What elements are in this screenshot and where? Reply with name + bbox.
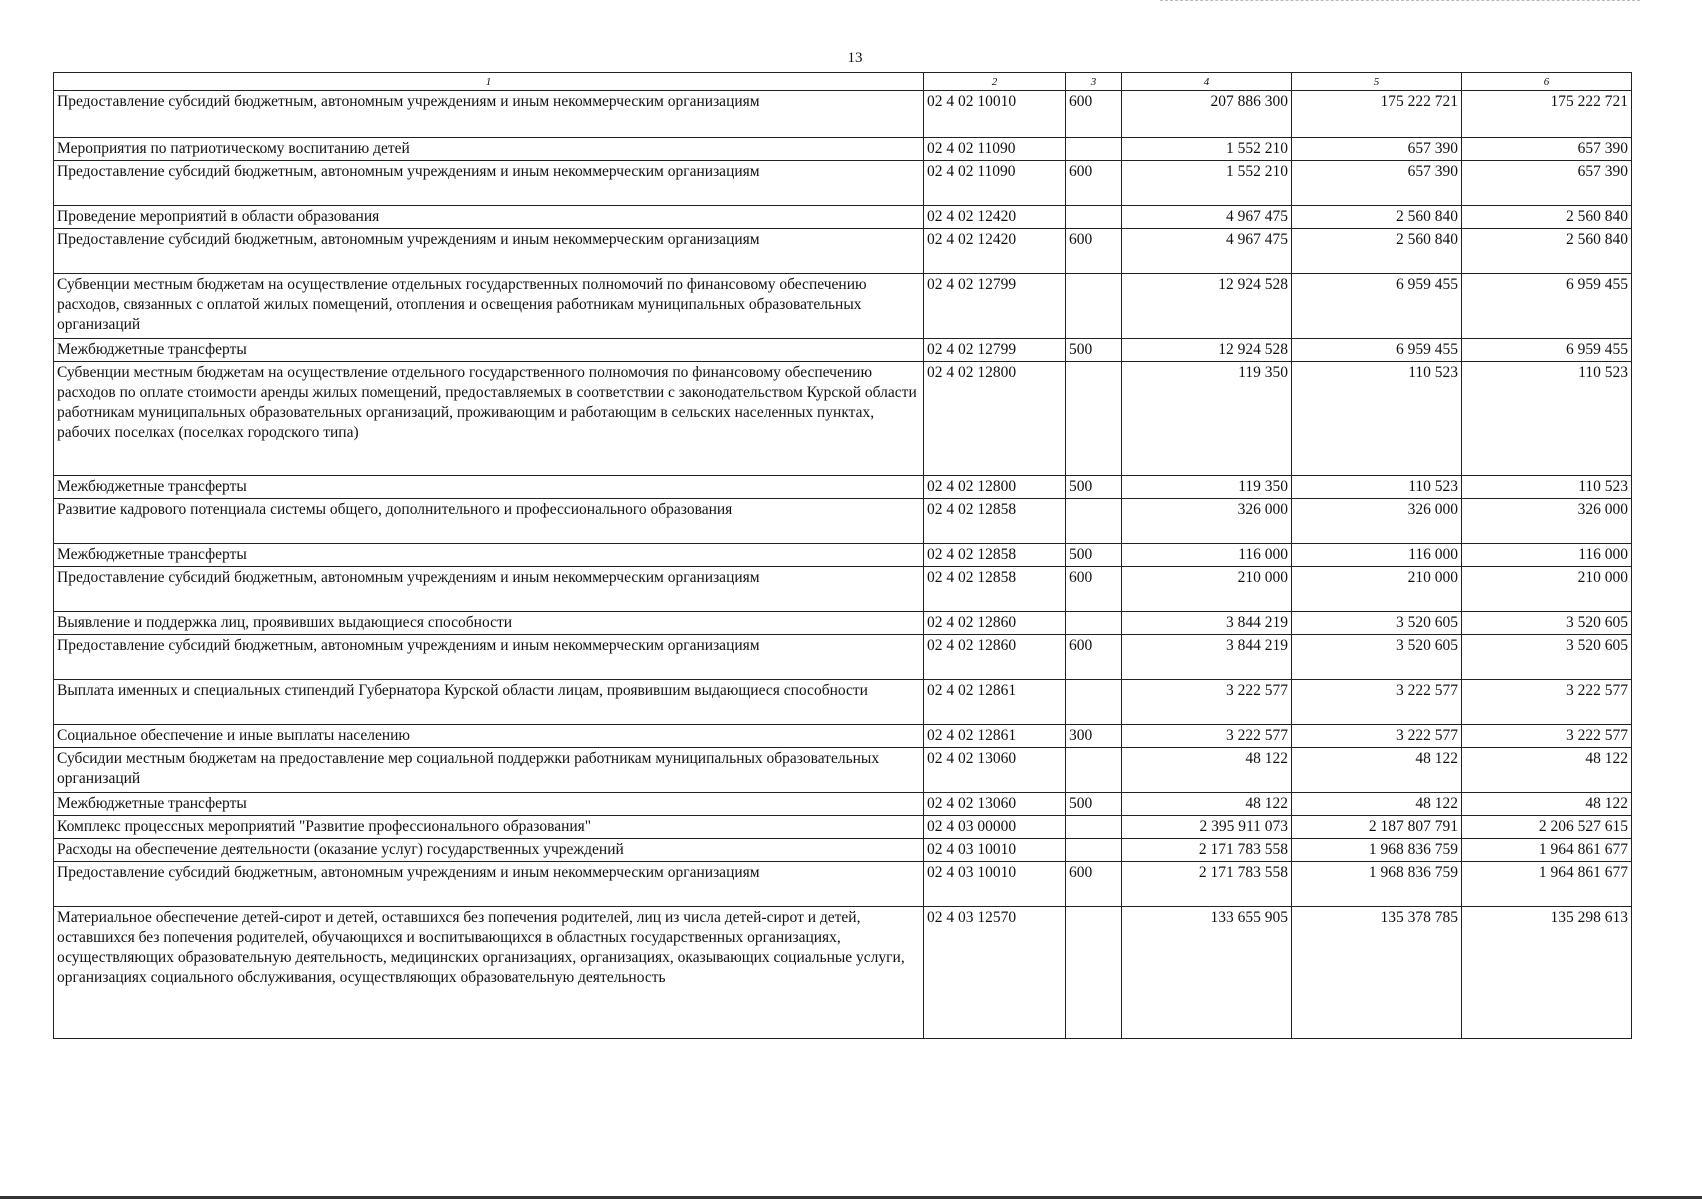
row-name-cell: Предоставление субсидий бюджетным, автономным учреждениям и иным некоммерческим организациям <box>54 91 924 138</box>
row-expense-type-cell <box>1066 274 1122 339</box>
row-name-cell: Материальное обеспечение детей-сирот и детей, оставшихся без попечения родителей, лиц из числа детей-сирот и детей, оставшихся без попечения родителей, обучающихся и воспитывающихся в областных государственных организациях, осуществляющих образовательную деятельность, медицинских организациях, организациях, оказывающих социальные услуги, организациях социального обслуживания, осуществляющих образовательную деятельность <box>54 907 924 1039</box>
table-row <box>54 612 1632 635</box>
header-col-1: 1 <box>54 73 924 91</box>
row-name-cell: Межбюджетные трансферты <box>54 476 924 499</box>
table-row <box>54 91 1632 138</box>
row-code-cell: 02 4 02 12861 <box>924 725 1066 748</box>
row-value-col6-cell: 3 520 605 <box>1462 635 1632 680</box>
row-value-col4-cell: 1 552 210 <box>1122 161 1292 206</box>
row-value-col5-cell: 657 390 <box>1292 161 1462 206</box>
header-row <box>54 73 1632 91</box>
row-name-cell: Предоставление субсидий бюджетным, автономным учреждениям и иным некоммерческим организациям <box>54 161 924 206</box>
row-name-cell: Межбюджетные трансферты <box>54 544 924 567</box>
row-name-cell: Расходы на обеспечение деятельности (оказание услуг) государственных учреждений <box>54 839 924 862</box>
row-code-cell: 02 4 02 12861 <box>924 680 1066 725</box>
table-row <box>54 862 1632 907</box>
row-value-col6-cell: 116 000 <box>1462 544 1632 567</box>
row-expense-type-cell: 600 <box>1066 91 1122 138</box>
row-name-cell: Выплата именных и специальных стипендий Губернатора Курской области лицам, проявившим выдающиеся способности <box>54 680 924 725</box>
row-value-col5-cell: 2 560 840 <box>1292 229 1462 274</box>
row-value-col5-cell: 326 000 <box>1292 499 1462 544</box>
table-row <box>54 339 1632 362</box>
row-value-col6-cell: 48 122 <box>1462 793 1632 816</box>
row-value-col5-cell: 210 000 <box>1292 567 1462 612</box>
row-expense-type-cell: 600 <box>1066 161 1122 206</box>
row-value-col5-cell: 3 222 577 <box>1292 680 1462 725</box>
row-expense-type-cell <box>1066 839 1122 862</box>
row-name-cell: Выявление и поддержка лиц, проявивших выдающиеся способности <box>54 612 924 635</box>
row-expense-type-cell <box>1066 907 1122 1039</box>
row-value-col5-cell: 1 968 836 759 <box>1292 862 1462 907</box>
row-value-col4-cell: 4 967 475 <box>1122 206 1292 229</box>
row-expense-type-cell <box>1066 816 1122 839</box>
row-expense-type-cell: 500 <box>1066 339 1122 362</box>
row-value-col5-cell: 48 122 <box>1292 793 1462 816</box>
table-row <box>54 499 1632 544</box>
row-value-col4-cell: 119 350 <box>1122 362 1292 476</box>
table-row <box>54 229 1632 274</box>
row-value-col6-cell: 1 964 861 677 <box>1462 839 1632 862</box>
row-value-col5-cell: 3 520 605 <box>1292 612 1462 635</box>
row-code-cell: 02 4 02 12800 <box>924 476 1066 499</box>
header-col-2: 2 <box>924 73 1066 91</box>
row-value-col4-cell: 4 967 475 <box>1122 229 1292 274</box>
row-expense-type-cell <box>1066 748 1122 793</box>
table-row <box>54 161 1632 206</box>
row-code-cell: 02 4 02 12860 <box>924 635 1066 680</box>
scan-bottom-edge <box>0 1196 1702 1199</box>
header-col-5: 5 <box>1292 73 1462 91</box>
row-expense-type-cell <box>1066 206 1122 229</box>
row-expense-type-cell <box>1066 680 1122 725</box>
table-row <box>54 138 1632 161</box>
row-value-col5-cell: 110 523 <box>1292 476 1462 499</box>
row-expense-type-cell: 600 <box>1066 229 1122 274</box>
row-value-col5-cell: 135 378 785 <box>1292 907 1462 1039</box>
row-code-cell: 02 4 02 11090 <box>924 161 1066 206</box>
row-name-cell: Предоставление субсидий бюджетным, автономным учреждениям и иным некоммерческим организациям <box>54 229 924 274</box>
row-code-cell: 02 4 02 12799 <box>924 274 1066 339</box>
row-name-cell: Предоставление субсидий бюджетным, автономным учреждениям и иным некоммерческим организациям <box>54 567 924 612</box>
row-value-col6-cell: 657 390 <box>1462 161 1632 206</box>
row-expense-type-cell <box>1066 138 1122 161</box>
row-name-cell: Предоставление субсидий бюджетным, автономным учреждениям и иным некоммерческим организациям <box>54 862 924 907</box>
table-row <box>54 476 1632 499</box>
row-code-cell: 02 4 03 10010 <box>924 862 1066 907</box>
table-row <box>54 839 1632 862</box>
row-name-cell: Предоставление субсидий бюджетным, автономным учреждениям и иным некоммерческим организациям <box>54 635 924 680</box>
row-expense-type-cell: 500 <box>1066 793 1122 816</box>
row-value-col5-cell: 2 560 840 <box>1292 206 1462 229</box>
row-value-col5-cell: 3 222 577 <box>1292 725 1462 748</box>
row-value-col4-cell: 12 924 528 <box>1122 339 1292 362</box>
table-row <box>54 816 1632 839</box>
row-name-cell: Проведение мероприятий в области образования <box>54 206 924 229</box>
row-value-col6-cell: 2 560 840 <box>1462 229 1632 274</box>
row-name-cell: Комплекс процессных мероприятий "Развитие профессионального образования" <box>54 816 924 839</box>
row-value-col4-cell: 119 350 <box>1122 476 1292 499</box>
row-value-col6-cell: 1 964 861 677 <box>1462 862 1632 907</box>
row-value-col5-cell: 116 000 <box>1292 544 1462 567</box>
row-name-cell: Межбюджетные трансферты <box>54 339 924 362</box>
table-body <box>54 91 1632 1039</box>
row-code-cell: 02 4 02 12800 <box>924 362 1066 476</box>
row-value-col4-cell: 3 844 219 <box>1122 612 1292 635</box>
row-value-col5-cell: 6 959 455 <box>1292 274 1462 339</box>
row-value-col4-cell: 12 924 528 <box>1122 274 1292 339</box>
row-value-col6-cell: 110 523 <box>1462 362 1632 476</box>
row-value-col4-cell: 133 655 905 <box>1122 907 1292 1039</box>
row-code-cell: 02 4 02 12420 <box>924 206 1066 229</box>
row-value-col6-cell: 135 298 613 <box>1462 907 1632 1039</box>
row-name-cell: Мероприятия по патриотическому воспитанию детей <box>54 138 924 161</box>
scan-edge-line <box>1160 0 1640 2</box>
row-code-cell: 02 4 02 10010 <box>924 91 1066 138</box>
row-value-col5-cell: 657 390 <box>1292 138 1462 161</box>
row-value-col5-cell: 6 959 455 <box>1292 339 1462 362</box>
header-col-3: 3 <box>1066 73 1122 91</box>
row-code-cell: 02 4 02 11090 <box>924 138 1066 161</box>
row-value-col5-cell: 110 523 <box>1292 362 1462 476</box>
row-expense-type-cell: 500 <box>1066 476 1122 499</box>
row-value-col4-cell: 48 122 <box>1122 748 1292 793</box>
table-row <box>54 725 1632 748</box>
page-number: 13 <box>847 50 863 66</box>
row-value-col5-cell: 3 520 605 <box>1292 635 1462 680</box>
header-col-4: 4 <box>1122 73 1292 91</box>
table-row <box>54 680 1632 725</box>
row-value-col4-cell: 2 171 783 558 <box>1122 862 1292 907</box>
row-value-col6-cell: 210 000 <box>1462 567 1632 612</box>
row-name-cell: Межбюджетные трансферты <box>54 793 924 816</box>
table-row <box>54 907 1632 1039</box>
row-value-col4-cell: 3 222 577 <box>1122 680 1292 725</box>
row-value-col4-cell: 1 552 210 <box>1122 138 1292 161</box>
row-code-cell: 02 4 03 12570 <box>924 907 1066 1039</box>
row-expense-type-cell: 600 <box>1066 862 1122 907</box>
table-row <box>54 748 1632 793</box>
row-code-cell: 02 4 03 10010 <box>924 839 1066 862</box>
row-value-col6-cell: 6 959 455 <box>1462 274 1632 339</box>
row-value-col6-cell: 3 222 577 <box>1462 725 1632 748</box>
table-row <box>54 362 1632 476</box>
row-code-cell: 02 4 02 12858 <box>924 544 1066 567</box>
row-expense-type-cell: 600 <box>1066 635 1122 680</box>
row-value-col4-cell: 116 000 <box>1122 544 1292 567</box>
row-value-col4-cell: 3 844 219 <box>1122 635 1292 680</box>
row-value-col4-cell: 2 395 911 073 <box>1122 816 1292 839</box>
row-expense-type-cell: 500 <box>1066 544 1122 567</box>
row-value-col4-cell: 48 122 <box>1122 793 1292 816</box>
row-value-col6-cell: 2 560 840 <box>1462 206 1632 229</box>
row-code-cell: 02 4 02 12799 <box>924 339 1066 362</box>
row-name-cell: Развитие кадрового потенциала системы общего, дополнительного и профессионального образования <box>54 499 924 544</box>
row-value-col5-cell: 175 222 721 <box>1292 91 1462 138</box>
row-value-col6-cell: 2 206 527 615 <box>1462 816 1632 839</box>
table-row <box>54 635 1632 680</box>
row-value-col5-cell: 1 968 836 759 <box>1292 839 1462 862</box>
row-code-cell: 02 4 02 12858 <box>924 499 1066 544</box>
row-value-col6-cell: 326 000 <box>1462 499 1632 544</box>
row-code-cell: 02 4 02 12420 <box>924 229 1066 274</box>
row-expense-type-cell: 600 <box>1066 567 1122 612</box>
row-name-cell: Субвенции местным бюджетам на осуществление отдельного государственного полномочия по финансовому обеспечению расходов по оплате стоимости аренды жилых помещений, предоставляемых в соответствии с законодательством Курской области работникам муниципальных образовательных организаций, проживающим и работающим в сельских населенных пунктах, рабочих поселках (поселках городского типа) <box>54 362 924 476</box>
row-value-col6-cell: 6 959 455 <box>1462 339 1632 362</box>
row-value-col4-cell: 207 886 300 <box>1122 91 1292 138</box>
row-value-col4-cell: 2 171 783 558 <box>1122 839 1292 862</box>
row-value-col6-cell: 657 390 <box>1462 138 1632 161</box>
row-name-cell: Субсидии местным бюджетам на предоставление мер социальной поддержки работникам муниципальных образовательных организаций <box>54 748 924 793</box>
budget-table <box>53 72 1632 1039</box>
table-row <box>54 544 1632 567</box>
row-expense-type-cell <box>1066 362 1122 476</box>
row-expense-type-cell: 300 <box>1066 725 1122 748</box>
row-value-col6-cell: 3 222 577 <box>1462 680 1632 725</box>
table-row <box>54 793 1632 816</box>
table-row <box>54 274 1632 339</box>
header-col-6: 6 <box>1462 73 1632 91</box>
row-value-col4-cell: 210 000 <box>1122 567 1292 612</box>
table-row <box>54 206 1632 229</box>
row-name-cell: Субвенции местным бюджетам на осуществление отдельных государственных полномочий по финансовому обеспечению расходов, связанных с оплатой жилых помещений, отопления и освещения работникам муниципальных образовательных организаций <box>54 274 924 339</box>
row-code-cell: 02 4 02 13060 <box>924 748 1066 793</box>
row-value-col6-cell: 48 122 <box>1462 748 1632 793</box>
row-code-cell: 02 4 03 00000 <box>924 816 1066 839</box>
row-expense-type-cell <box>1066 612 1122 635</box>
table-row <box>54 567 1632 612</box>
row-value-col5-cell: 2 187 807 791 <box>1292 816 1462 839</box>
row-value-col4-cell: 3 222 577 <box>1122 725 1292 748</box>
row-expense-type-cell <box>1066 499 1122 544</box>
row-value-col6-cell: 110 523 <box>1462 476 1632 499</box>
row-value-col6-cell: 3 520 605 <box>1462 612 1632 635</box>
row-value-col5-cell: 48 122 <box>1292 748 1462 793</box>
row-value-col6-cell: 175 222 721 <box>1462 91 1632 138</box>
row-code-cell: 02 4 02 12858 <box>924 567 1066 612</box>
row-code-cell: 02 4 02 13060 <box>924 793 1066 816</box>
row-value-col4-cell: 326 000 <box>1122 499 1292 544</box>
row-code-cell: 02 4 02 12860 <box>924 612 1066 635</box>
row-name-cell: Социальное обеспечение и иные выплаты населению <box>54 725 924 748</box>
